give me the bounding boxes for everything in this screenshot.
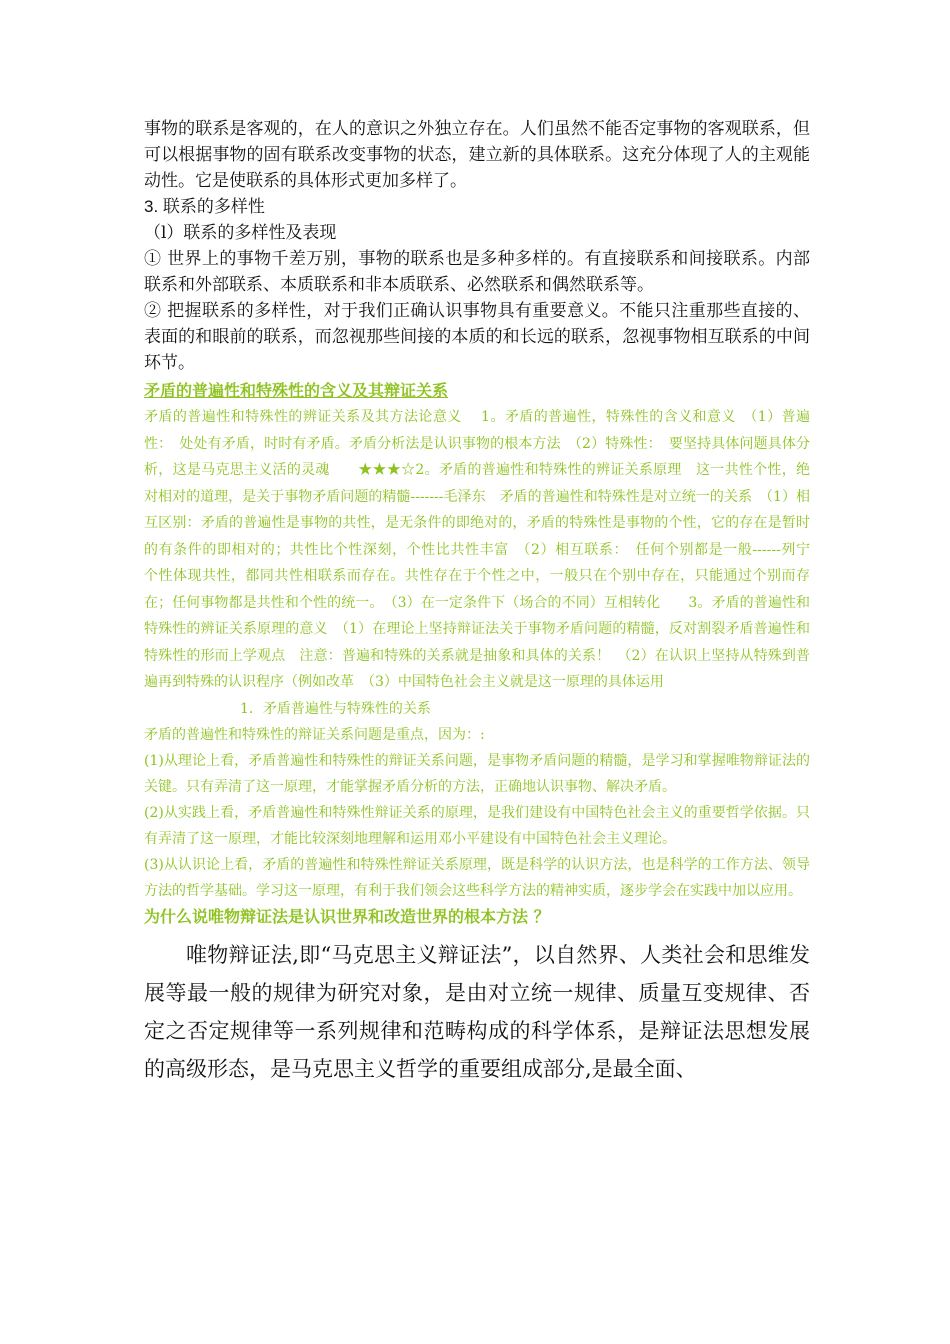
reason-3: (3)从认识论上看，矛盾的普遍性和特殊性辩证关系原理，既是科学的认识方法，也是科学的工作方法、领导方法的哲学基础。学习这一原理，有利于我们领会这些科学方法的精神实质，逐步学会在实践中加以应用。 — [144, 856, 810, 899]
list-item-1: ① 世界上的事物千差万别，事物的联系也是多种多样的。有直接联系和间接联系。内部联系和外部联系、本质联系和非本质联系、必然联系和偶然联系等。 — [144, 249, 810, 295]
section-heading-diversity: 3. 联系的多样性 — [144, 197, 265, 216]
reason-2: (2)从实践上看，矛盾普遍性和特殊性辩证关系的原理，是我们建设有中国特色社会主义的重要哲学依据。只有弄清了这一原理，才能比较深刻地理解和运用邓小平建设有中国特色社会主义理论。 — [144, 804, 810, 847]
dialectics-paragraph: 唯物辩证法,即“马克思主义辩证法”，以自然界、人类社会和思维发展等最一般的规律为研究对象，是由对立统一规律、质量互变规律、否定之否定规律等一系列规律和范畴构成的科学体系，是辩证法思想发展的高级形态，是马克思主义哲学的重要组成部分,是最全面、 — [144, 942, 810, 1081]
contradiction-subtitle: 1．矛盾普遍性与特殊性的关系 — [240, 700, 431, 717]
key-point-intro: 矛盾的普遍性和特殊性的辩证关系问题是重点，因为：: — [144, 726, 485, 743]
contradiction-title-link[interactable]: 矛盾的普遍性和特殊性的含义及其辩证关系 — [144, 381, 449, 400]
list-item-2: ② 把握联系的多样性，对于我们正确认识事物具有重要意义。不能只注重那些直接的、表面的和眼前的联系，而忽视那些间接的本质的和长远的联系，忽视事物相互联系的中间环节。 — [144, 301, 810, 373]
document-page — [144, 116, 824, 1088]
intro-paragraph: 事物的联系是客观的，在人的意识之外独立存在。人们虽然不能否定事物的客观联系，但可以根据事物的固有联系改变事物的状态，建立新的具体联系。这充分体现了人的主观能动性。它是使联系的具体形式更加多样了。 — [144, 119, 810, 191]
contradiction-paragraph: 矛盾的普遍性和特殊性的辨证关系及其方法论意义 1。矛盾的普遍性，特殊性的含义和意义 （1）普遍性： 处处有矛盾，时时有矛盾。矛盾分析法是认识事物的根本方法 （2）特殊性： 要坚持具体问题具体分析，这是马克思主义活的灵魂 ★★★☆2。矛盾的普遍性和特殊性的辨证关系原理 这一共性个性，绝对相对的道理，是关于事物矛盾问题的精髓-------毛泽东 矛盾的普遍性和特殊性是对立统一的关系 （1）相互区别：矛盾的普遍性是事物的共性，是无条件的即绝对的，矛盾的特殊性是事物的个性，它的存在是暂时的有条件的即相对的；共性比个性深刻，个性比共性丰富 （2）相互联系： 任何个别都是一般------列宁 个性体现共性，都同共性相联系而存在。共性存在于个性之中，一般只在个别中存在，只能通过个别而存在；任何事物都是共性和个性的统一。 （3）在一定条件下（场合的不同）互相转化 3。矛盾的普遍性和特殊性的辨证关系原理的意义 （1）在理论上坚持辩证法关于事物矛盾问题的精髓，反对割裂矛盾普遍性和特殊性的形而上学观点 注意：普遍和特殊的关系就是抽象和具体的关系！ （2）在认识上坚持从特殊到普遍再到特殊的认识程序（例如改革 （3）中国特色社会主义就是这一原理的具体运用 — [144, 409, 824, 690]
reason-1: (1)从理论上看，矛盾普遍性和特殊性的辩证关系问题，是事物矛盾问题的精髓，是学习和掌握唯物辩证法的关键。只有弄清了这一原理，才能掌握矛盾分析的方法，正确地认识事物、解决矛盾。 — [144, 752, 810, 795]
dialectics-title: 为什么说唯物辩证法是认识世界和改造世界的根本方法 ？ — [144, 906, 550, 926]
subsection-heading: （l）联系的多样性及表现 — [144, 223, 337, 243]
